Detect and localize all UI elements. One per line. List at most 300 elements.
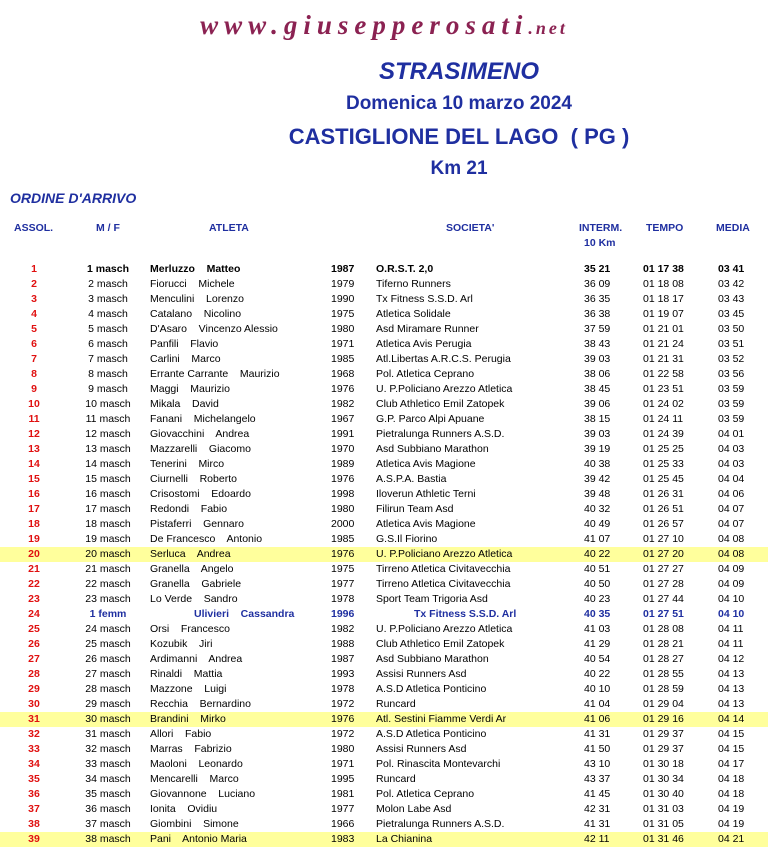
category: 29 masch [85, 698, 131, 710]
split-10km: 39 03 [584, 428, 611, 440]
results-table [0, 262, 768, 847]
pace: 04 11 [718, 623, 744, 635]
pace: 04 01 [718, 428, 745, 440]
birth-year: 2000 [331, 518, 355, 530]
athlete-name: Orsi Francesco [150, 623, 230, 635]
pace: 04 18 [718, 773, 745, 785]
category: 11 masch [85, 413, 131, 425]
position: 39 [28, 833, 40, 845]
birth-year: 1982 [331, 398, 355, 410]
table-row [0, 322, 768, 337]
event-distance: Km 21 [430, 158, 488, 179]
birth-year: 1970 [331, 443, 355, 455]
birth-year: 1987 [331, 653, 355, 665]
category: 14 masch [85, 458, 131, 470]
club-name: Atletica Avis Perugia [376, 338, 472, 350]
club-name: Pol. Atletica Ceprano [376, 788, 475, 800]
birth-year: 1971 [331, 338, 355, 350]
position: 21 [28, 563, 40, 575]
split-10km: 38 06 [584, 368, 611, 380]
table-row [0, 757, 768, 772]
club-name: U. P.Policiano Arezzo Atletica [376, 383, 513, 395]
club-name: Atletica Avis Magione [376, 518, 476, 530]
athlete-name: Rinaldi Mattia [150, 668, 223, 680]
club-name: Iloverun Athletic Terni [376, 488, 476, 500]
position: 5 [31, 323, 37, 335]
split-10km: 39 06 [584, 398, 611, 410]
event-location: CASTIGLIONE DEL LAGO ( PG ) [288, 124, 630, 149]
birth-year: 1972 [331, 698, 355, 710]
pace: 04 15 [718, 728, 745, 740]
split-10km: 40 10 [584, 683, 611, 695]
table-row [0, 337, 768, 352]
category: 32 masch [85, 743, 131, 755]
category: 19 masch [85, 533, 131, 545]
finish-time: 01 27 27 [643, 563, 684, 575]
club-name: Club Athletico Emil Zatopek [376, 398, 505, 410]
club-name: Atletica Avis Magione [376, 458, 476, 470]
pace: 03 59 [718, 383, 745, 395]
birth-year: 1977 [331, 578, 355, 590]
athlete-name: Granella Angelo [150, 563, 234, 575]
position: 32 [28, 728, 40, 740]
table-row [0, 517, 768, 532]
athlete-name: Ulivieri Cassandra [194, 608, 295, 620]
pace: 04 08 [718, 548, 745, 560]
category: 26 masch [85, 653, 131, 665]
split-10km: 39 42 [584, 473, 611, 485]
finish-time: 01 31 46 [643, 833, 684, 845]
category: 20 masch [85, 548, 131, 560]
col-header-avg: MEDIA [716, 222, 750, 234]
split-10km: 43 10 [584, 758, 611, 770]
club-name: Tirreno Atletica Civitavecchia [376, 578, 511, 590]
athlete-name: Giombini Simone [150, 818, 239, 830]
pace: 04 08 [718, 533, 745, 545]
category: 24 masch [85, 623, 131, 635]
position: 38 [28, 818, 40, 830]
table-row [0, 742, 768, 757]
club-name: A.S.D Atletica Ponticino [376, 683, 487, 695]
section-title: ORDINE D'ARRIVO [10, 190, 137, 206]
category: 15 masch [85, 473, 131, 485]
finish-time: 01 30 18 [643, 758, 684, 770]
table-row [0, 832, 768, 847]
table-row [0, 412, 768, 427]
split-10km: 41 45 [584, 788, 611, 800]
finish-time: 01 25 33 [643, 458, 684, 470]
athlete-name: Ionita Ovidiu [150, 803, 218, 815]
birth-year: 1975 [331, 563, 355, 575]
club-name: Pietralunga Runners A.S.D. [376, 428, 505, 440]
split-10km: 40 22 [584, 548, 611, 560]
position: 24 [28, 608, 40, 620]
split-10km: 40 32 [584, 503, 611, 515]
athlete-name: Mikala David [150, 398, 219, 410]
position: 30 [28, 698, 40, 710]
athlete-name: Crisostomi Edoardo [150, 488, 251, 500]
split-10km: 36 35 [584, 293, 611, 305]
birth-year: 1995 [331, 773, 355, 785]
club-name: La Chianina [376, 833, 433, 845]
position: 15 [28, 473, 40, 485]
finish-time: 01 24 02 [643, 398, 684, 410]
event-title: STRASIMENO [378, 58, 539, 85]
table-row [0, 532, 768, 547]
pace: 04 04 [718, 473, 745, 485]
category: 27 masch [85, 668, 131, 680]
athlete-name: Pistaferri Gennaro [150, 518, 244, 530]
table-row [0, 802, 768, 817]
club-name: Runcard [376, 773, 416, 785]
athlete-name: Merluzzo Matteo [150, 263, 241, 275]
pace: 03 42 [718, 278, 745, 290]
pace: 03 50 [718, 323, 745, 335]
club-name: Tx Fitness S.S.D. Arl [414, 608, 517, 620]
finish-time: 01 29 37 [643, 728, 684, 740]
club-name: U. P.Policiano Arezzo Atletica [376, 623, 513, 635]
finish-time: 01 17 38 [643, 263, 684, 275]
finish-time: 01 28 55 [643, 668, 684, 680]
finish-time: 01 31 05 [643, 818, 684, 830]
club-name: Runcard [376, 698, 416, 710]
table-row [0, 352, 768, 367]
split-10km: 40 23 [584, 593, 611, 605]
split-10km: 40 38 [584, 458, 611, 470]
position: 6 [31, 338, 37, 350]
athlete-name: Granella Gabriele [150, 578, 242, 590]
category: 33 masch [85, 758, 131, 770]
finish-time: 01 26 57 [643, 518, 684, 530]
club-name: G.S.Il Fiorino [376, 533, 438, 545]
pace: 04 03 [718, 458, 745, 470]
pace: 04 19 [718, 818, 745, 830]
birth-year: 1976 [331, 473, 355, 485]
category: 17 masch [85, 503, 131, 515]
position: 22 [28, 578, 40, 590]
athlete-name: Mencarelli Marco [150, 773, 239, 785]
finish-time: 01 22 58 [643, 368, 684, 380]
finish-time: 01 28 21 [643, 638, 684, 650]
split-10km: 42 31 [584, 803, 611, 815]
split-10km: 40 22 [584, 668, 611, 680]
finish-time: 01 26 31 [643, 488, 684, 500]
category: 22 masch [85, 578, 131, 590]
finish-time: 01 29 37 [643, 743, 684, 755]
athlete-name: Ciurnelli Roberto [150, 473, 237, 485]
col-header-time: TEMPO [646, 222, 684, 234]
position: 16 [28, 488, 40, 500]
athlete-name: Brandini Mirko [150, 713, 226, 725]
pace: 04 19 [718, 803, 745, 815]
category: 2 masch [88, 278, 128, 290]
col-header-athlete: ATLETA [209, 222, 249, 234]
birth-year: 1980 [331, 503, 355, 515]
athlete-name: Mazzone Luigi [150, 683, 227, 695]
position: 34 [28, 758, 40, 770]
athlete-name: Fiorucci Michele [150, 278, 235, 290]
position: 18 [28, 518, 40, 530]
site-name: www.giusepperosati [200, 10, 529, 40]
birth-year: 1981 [331, 788, 355, 800]
split-10km: 41 31 [584, 728, 611, 740]
position: 33 [28, 743, 40, 755]
split-10km: 38 15 [584, 413, 611, 425]
club-name: Pietralunga Runners A.S.D. [376, 818, 505, 830]
col-header-interm: INTERM. [579, 222, 623, 234]
birth-year: 1975 [331, 308, 355, 320]
position: 20 [28, 548, 40, 560]
birth-year: 1977 [331, 803, 355, 815]
pace: 04 14 [718, 713, 745, 725]
finish-time: 01 27 20 [643, 548, 684, 560]
category: 37 masch [85, 818, 131, 830]
athlete-name: Kozubik Jiri [150, 638, 213, 650]
category: 36 masch [85, 803, 131, 815]
pace: 03 43 [718, 293, 745, 305]
position: 31 [28, 713, 40, 725]
table-row [0, 307, 768, 322]
position: 7 [31, 353, 37, 365]
category: 7 masch [88, 353, 128, 365]
club-name: Molon Labe Asd [376, 803, 452, 815]
finish-time: 01 18 17 [643, 293, 684, 305]
club-name: Tirreno Atletica Civitavecchia [376, 563, 511, 575]
club-name: Club Athletico Emil Zatopek [376, 638, 505, 650]
finish-time: 01 19 07 [643, 308, 684, 320]
pace: 03 59 [718, 413, 745, 425]
event-date: Domenica 10 marzo 2024 [345, 93, 572, 114]
table-row [0, 577, 768, 592]
category: 5 masch [88, 323, 128, 335]
table-row [0, 682, 768, 697]
athlete-name: Panfili Flavio [150, 338, 219, 350]
birth-year: 1987 [331, 263, 355, 275]
split-10km: 38 43 [584, 338, 611, 350]
split-10km: 41 06 [584, 713, 611, 725]
position: 36 [28, 788, 40, 800]
col-header-pos: ASSOL. [14, 222, 54, 234]
pace: 04 17 [718, 758, 745, 770]
birth-year: 1983 [331, 833, 355, 845]
table-row [0, 637, 768, 652]
birth-year: 1976 [331, 383, 355, 395]
split-10km: 41 03 [584, 623, 611, 635]
table-row [0, 607, 768, 622]
table-row [0, 622, 768, 637]
category: 25 masch [85, 638, 131, 650]
athlete-name: Tenerini Mirco [150, 458, 225, 470]
split-10km: 37 59 [584, 323, 611, 335]
pace: 03 41 [718, 263, 745, 275]
category: 16 masch [85, 488, 131, 500]
position: 26 [28, 638, 40, 650]
table-row [0, 547, 768, 562]
club-name: Atletica Solidale [376, 308, 451, 320]
position: 27 [28, 653, 40, 665]
finish-time: 01 24 39 [643, 428, 684, 440]
category: 30 masch [85, 713, 131, 725]
birth-year: 1971 [331, 758, 355, 770]
pace: 04 06 [718, 488, 745, 500]
position: 17 [28, 503, 40, 515]
club-name: A.S.P.A. Bastia [376, 473, 447, 485]
category: 8 masch [88, 368, 128, 380]
club-name: Assisi Runners Asd [376, 743, 467, 755]
position: 2 [31, 278, 37, 290]
birth-year: 1966 [331, 818, 355, 830]
split-10km: 40 50 [584, 578, 611, 590]
athlete-name: Errante Carrante Maurizio [150, 368, 280, 380]
athlete-name: Allori Fabio [150, 728, 212, 740]
finish-time: 01 21 01 [643, 323, 684, 335]
birth-year: 1978 [331, 593, 355, 605]
position: 1 [31, 263, 37, 275]
split-10km: 42 11 [584, 833, 610, 845]
position: 13 [28, 443, 40, 455]
club-name: Atl. Sestini Fiamme Verdi Ar [376, 713, 507, 725]
category: 34 masch [85, 773, 131, 785]
pace: 04 13 [718, 683, 745, 695]
position: 37 [28, 803, 40, 815]
split-10km: 41 50 [584, 743, 611, 755]
table-row [0, 817, 768, 832]
club-name: Atl.Libertas A.R.C.S. Perugia [376, 353, 511, 365]
finish-time: 01 27 51 [643, 608, 684, 620]
table-row [0, 667, 768, 682]
split-10km: 36 09 [584, 278, 611, 290]
table-row [0, 712, 768, 727]
position: 11 [28, 413, 40, 425]
split-10km: 40 54 [584, 653, 611, 665]
birth-year: 1978 [331, 683, 355, 695]
athlete-name: Serluca Andrea [150, 548, 231, 560]
table-row [0, 592, 768, 607]
category: 38 masch [85, 833, 131, 845]
site-banner[interactable] [0, 10, 768, 41]
club-name: Sport Team Trigoria Asd [376, 593, 488, 605]
birth-year: 1985 [331, 533, 355, 545]
split-10km: 41 07 [584, 533, 611, 545]
athlete-name: Ardimanni Andrea [150, 653, 243, 665]
position: 28 [28, 668, 40, 680]
club-name: Asd Subbiano Marathon [376, 443, 489, 455]
birth-year: 1976 [331, 548, 355, 560]
finish-time: 01 23 51 [643, 383, 684, 395]
split-10km: 43 37 [584, 773, 611, 785]
athlete-name: Lo Verde Sandro [150, 593, 238, 605]
club-name: A.S.D Atletica Ponticino [376, 728, 487, 740]
position: 8 [31, 368, 37, 380]
category: 13 masch [85, 443, 131, 455]
position: 25 [28, 623, 40, 635]
athlete-name: Giovacchini Andrea [150, 428, 250, 440]
finish-time: 01 24 11 [643, 413, 684, 425]
split-10km: 40 35 [584, 608, 611, 620]
finish-time: 01 29 04 [643, 698, 684, 710]
category: 10 masch [85, 398, 131, 410]
finish-time: 01 29 16 [643, 713, 684, 725]
finish-time: 01 25 25 [643, 443, 684, 455]
finish-time: 01 26 51 [643, 503, 684, 515]
athlete-name: Maoloni Leonardo [150, 758, 243, 770]
club-name: Tx Fitness S.S.D. Arl [376, 293, 473, 305]
pace: 04 09 [718, 563, 745, 575]
table-row [0, 292, 768, 307]
pace: 04 15 [718, 743, 745, 755]
position: 29 [28, 683, 40, 695]
birth-year: 1982 [331, 623, 355, 635]
pace: 03 51 [718, 338, 745, 350]
club-name: U. P.Policiano Arezzo Atletica [376, 548, 513, 560]
table-row [0, 457, 768, 472]
split-10km: 41 29 [584, 638, 611, 650]
table-row [0, 772, 768, 787]
table-row [0, 487, 768, 502]
finish-time: 01 27 28 [643, 578, 684, 590]
finish-time: 01 28 59 [643, 683, 684, 695]
split-10km: 41 31 [584, 818, 611, 830]
finish-time: 01 25 45 [643, 473, 684, 485]
table-row [0, 262, 768, 277]
athlete-name: Carlini Marco [150, 353, 221, 365]
athlete-name: Recchia Bernardino [150, 698, 251, 710]
table-row [0, 727, 768, 742]
site-tld: .net [528, 18, 568, 38]
birth-year: 1996 [331, 608, 355, 620]
split-10km: 35 21 [584, 263, 611, 275]
birth-year: 1991 [331, 428, 355, 440]
pace: 04 07 [718, 518, 745, 530]
birth-year: 1990 [331, 293, 355, 305]
split-10km: 38 45 [584, 383, 611, 395]
pace: 04 13 [718, 668, 745, 680]
pace: 04 13 [718, 698, 745, 710]
athlete-name: Redondi Fabio [150, 503, 228, 515]
table-row [0, 277, 768, 292]
club-name: O.R.S.T. 2,0 [376, 263, 434, 275]
finish-time: 01 30 40 [643, 788, 684, 800]
split-10km: 40 51 [584, 563, 611, 575]
club-name: Asd Miramare Runner [376, 323, 479, 335]
birth-year: 1972 [331, 728, 355, 740]
category: 1 masch [86, 263, 130, 275]
athlete-name: Giovannone Luciano [150, 788, 256, 800]
pace: 04 21 [718, 833, 745, 845]
finish-time: 01 27 44 [643, 593, 684, 605]
finish-time: 01 18 08 [643, 278, 684, 290]
pace: 03 52 [718, 353, 745, 365]
finish-time: 01 31 03 [643, 803, 684, 815]
table-row [0, 397, 768, 412]
pace: 04 12 [718, 653, 745, 665]
table-row [0, 787, 768, 802]
split-10km: 39 19 [584, 443, 611, 455]
table-row [0, 427, 768, 442]
position: 14 [28, 458, 40, 470]
split-10km: 36 38 [584, 308, 611, 320]
pace: 03 59 [718, 398, 745, 410]
birth-year: 1980 [331, 743, 355, 755]
split-10km: 39 48 [584, 488, 611, 500]
birth-year: 1976 [331, 713, 355, 725]
col-header-cat: M / F [96, 222, 120, 234]
col-header-club: SOCIETA' [446, 222, 495, 234]
finish-time: 01 30 34 [643, 773, 684, 785]
athlete-name: Marras Fabrizio [150, 743, 232, 755]
athlete-name: Catalano Nicolino [150, 308, 242, 320]
pace: 04 09 [718, 578, 745, 590]
